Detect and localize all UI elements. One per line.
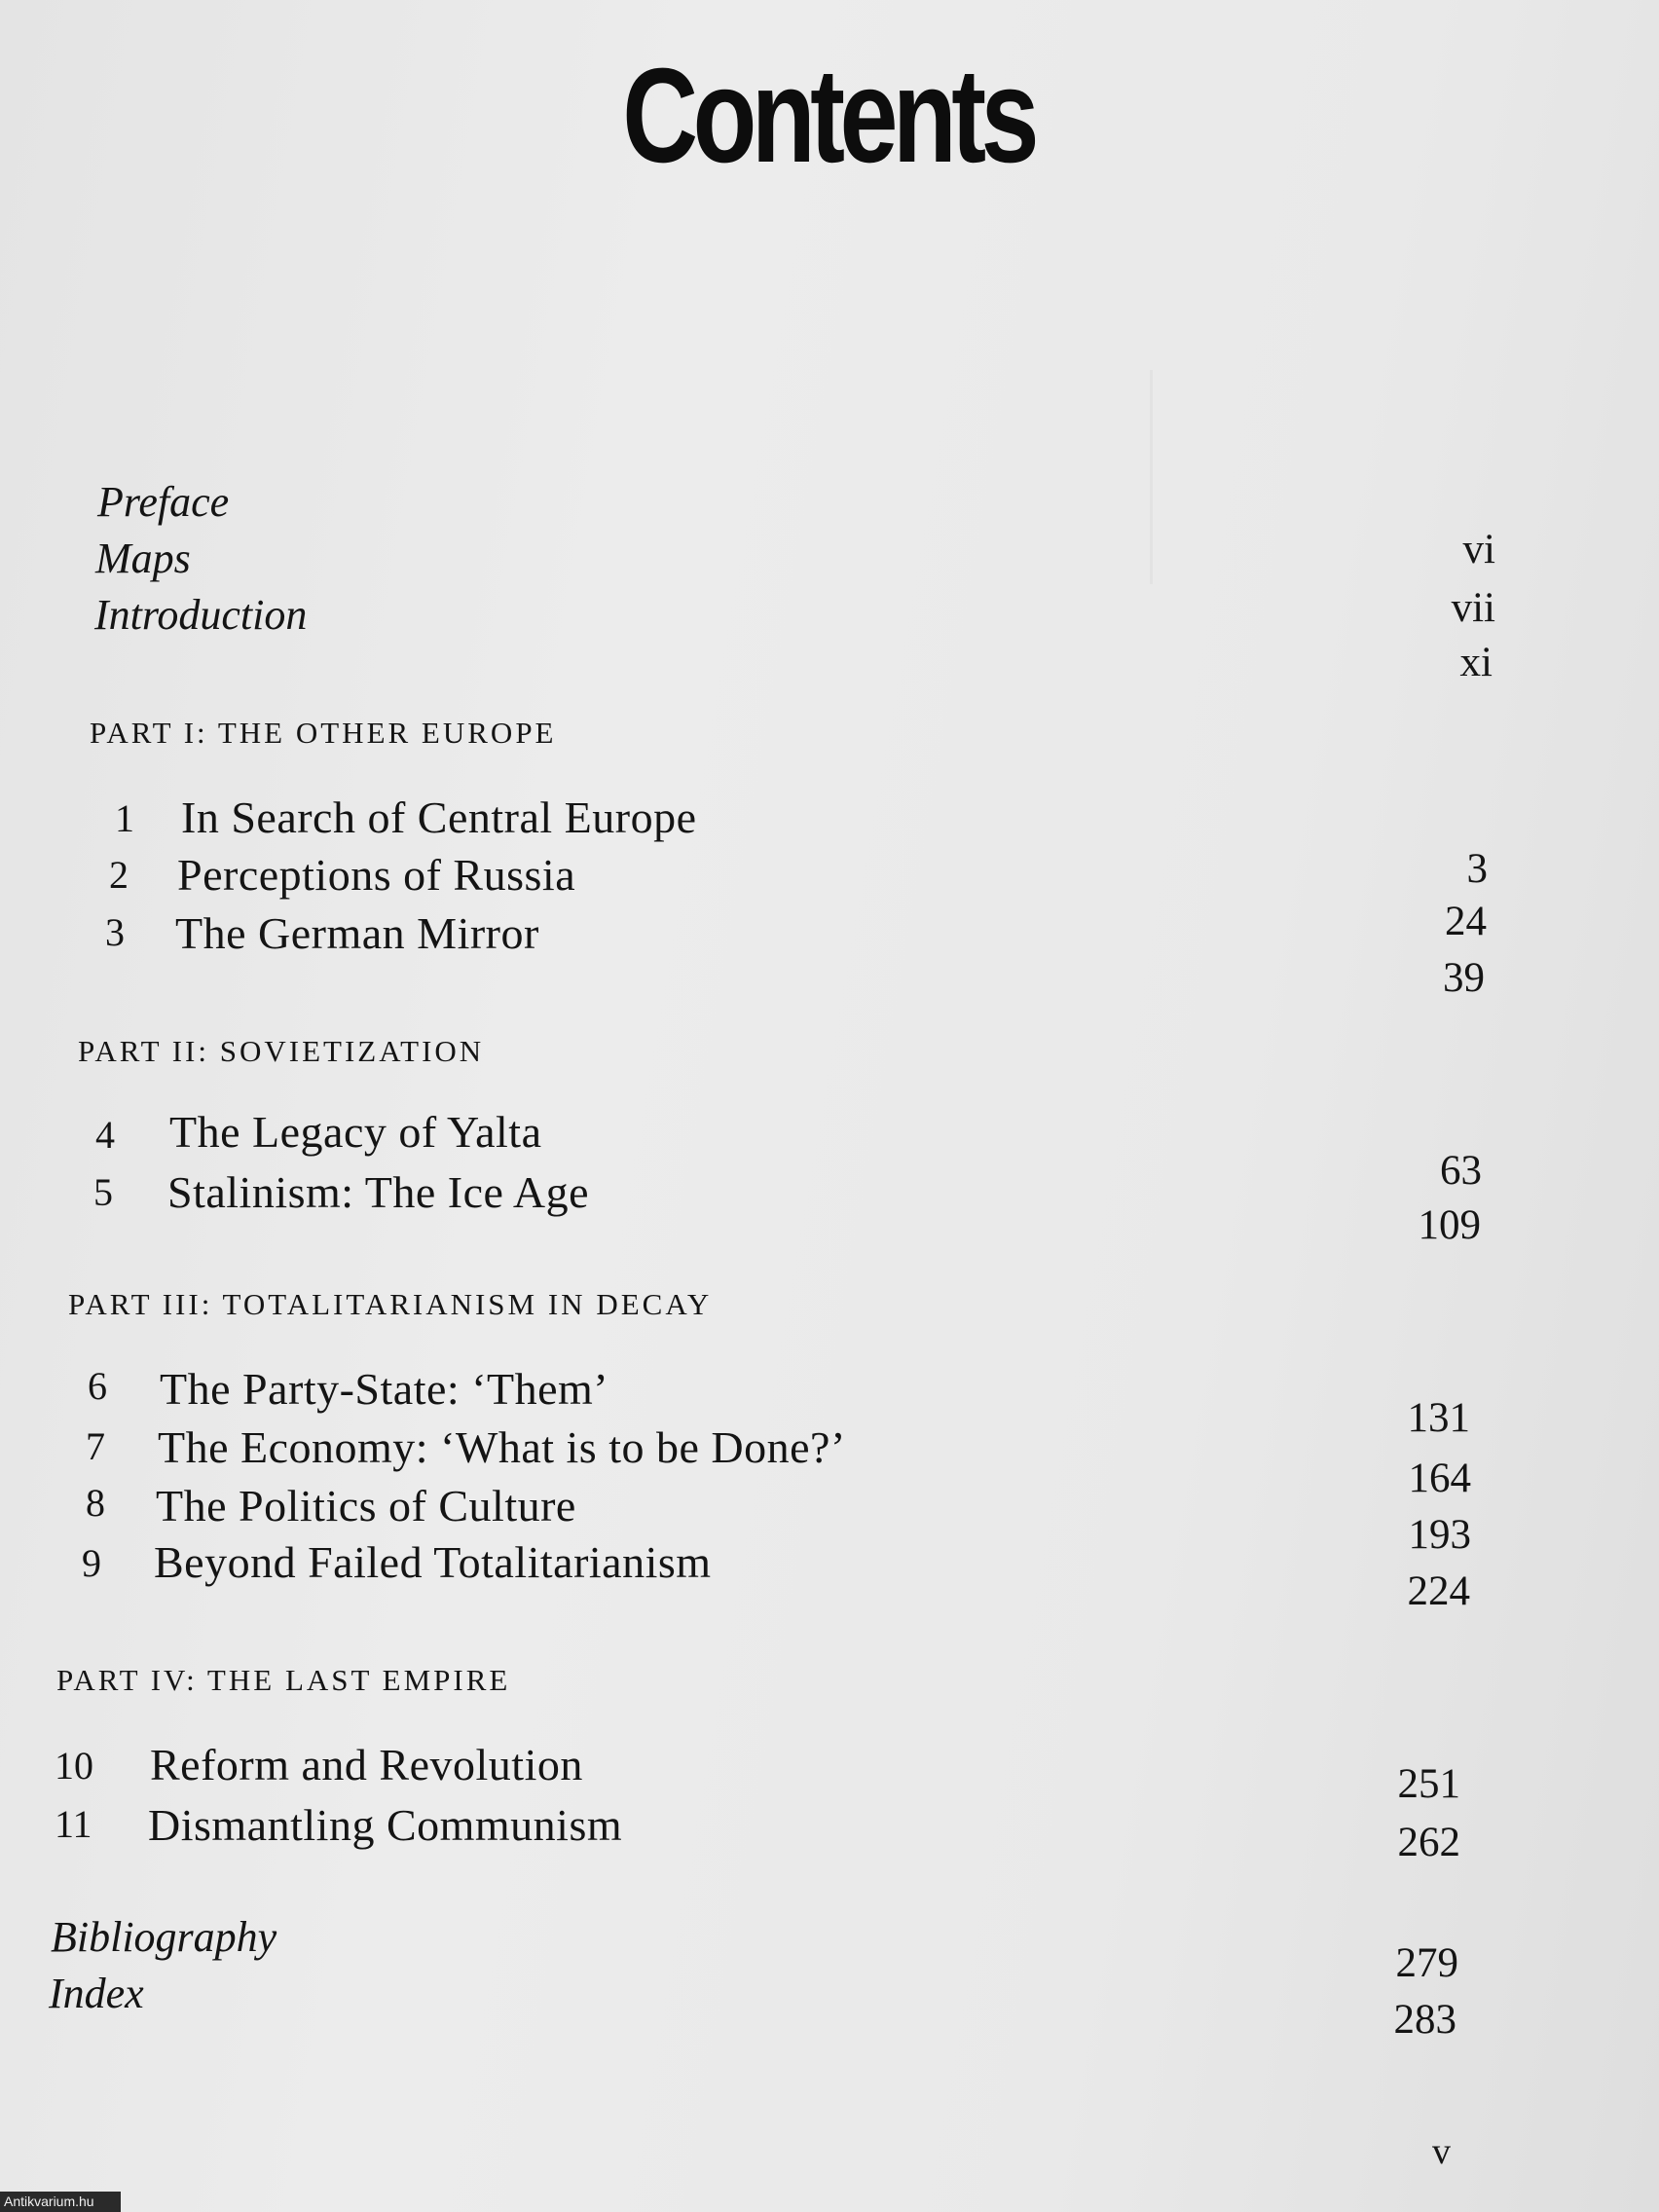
chapter-title: The Party-State: ‘Them’ (160, 1364, 609, 1414)
page-title: Contents (622, 41, 1035, 191)
page-number: 262 (1397, 1820, 1460, 1865)
toc-entry-preface: Preface (97, 478, 230, 526)
chapter-number: 8 (86, 1481, 105, 1525)
toc-entry-maps: Maps (95, 535, 191, 582)
chapter-number: 9 (82, 1541, 101, 1585)
page-number: 251 (1397, 1761, 1460, 1807)
page-number: 164 (1408, 1456, 1471, 1501)
page-number: vii (1451, 585, 1495, 631)
toc-entry-bibliography: Bibliography (51, 1913, 277, 1961)
chapter-title: Reform and Revolution (150, 1740, 583, 1789)
page-number: xi (1459, 640, 1493, 685)
chapter-title: In Search of Central Europe (181, 793, 697, 842)
page-number: 279 (1395, 1940, 1458, 1986)
page-number: vi (1462, 527, 1495, 572)
page-number: 39 (1443, 955, 1485, 1001)
toc-entry-index: Index (49, 1970, 144, 2017)
page-number: 283 (1393, 1997, 1456, 2043)
chapter-number: 11 (55, 1802, 92, 1846)
page-number: 193 (1408, 1512, 1471, 1558)
part-heading: PART I: THE OTHER EUROPE (90, 716, 557, 750)
page-number: 24 (1445, 899, 1487, 944)
chapter-title: Beyond Failed Totalitarianism (154, 1537, 712, 1587)
page-number: 109 (1418, 1202, 1481, 1248)
chapter-title: Dismantling Communism (148, 1800, 623, 1850)
chapter-number: 7 (86, 1424, 105, 1468)
page-number: 224 (1407, 1568, 1470, 1614)
chapter-title: The Politics of Culture (156, 1481, 576, 1530)
chapter-title: Perceptions of Russia (177, 850, 576, 900)
page-number: 131 (1407, 1395, 1470, 1441)
watermark: Antikvarium.hu (0, 2192, 121, 2212)
chapter-title: The Legacy of Yalta (169, 1107, 542, 1157)
chapter-number: 3 (105, 910, 125, 954)
folio-page-number: v (1432, 2131, 1451, 2172)
chapter-title: The Economy: ‘What is to be Done?’ (158, 1422, 846, 1472)
chapter-number: 6 (88, 1364, 107, 1408)
chapter-number: 4 (95, 1113, 115, 1157)
part-heading: PART II: SOVIETIZATION (78, 1034, 485, 1068)
chapter-number: 5 (93, 1170, 113, 1214)
toc-entry-introduction: Introduction (94, 591, 308, 639)
chapter-title: Stalinism: The Ice Age (167, 1167, 590, 1217)
chapter-number: 10 (55, 1744, 93, 1788)
part-heading: PART III: TOTALITARIANISM IN DECAY (68, 1287, 713, 1321)
page-number: 63 (1440, 1148, 1482, 1194)
page-number: 3 (1466, 846, 1488, 892)
chapter-title: The German Mirror (175, 908, 539, 958)
chapter-number: 2 (109, 853, 129, 897)
part-heading: PART IV: THE LAST EMPIRE (56, 1663, 511, 1697)
chapter-number: 1 (115, 796, 134, 840)
